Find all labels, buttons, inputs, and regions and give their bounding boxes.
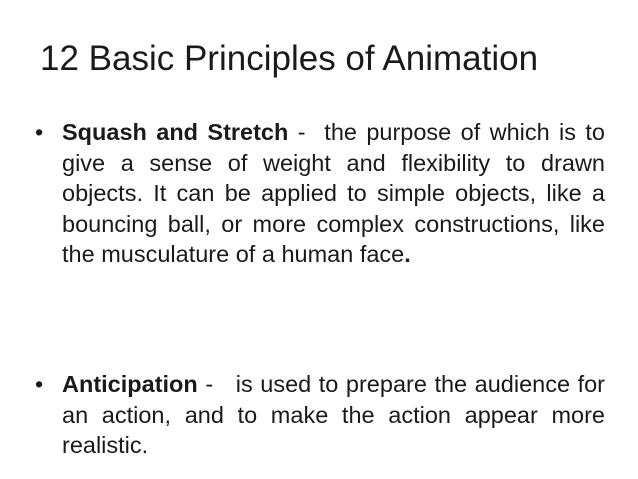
slide-title: 12 Basic Principles of Animation — [40, 39, 539, 78]
bullet-body: the purpose of which is to give a sense of weight and flexibility to drawn objects. It can be applied to simple objects, like a bouncing ball, or more complex constructions, like the musculature of a human face — [62, 119, 605, 267]
bullet-marker: • — [35, 119, 44, 145]
bullet-body: is used to prepare the audience for an action, and to make the action appear more realistic. — [62, 371, 605, 458]
bullet-separator: - — [197, 371, 236, 397]
bullet-end-period: . — [404, 241, 411, 267]
bullet-separator: - — [288, 119, 325, 145]
bullet-term: Squash and Stretch — [62, 119, 289, 145]
bullet-text — [62, 117, 605, 270]
bullet-term: Anticipation — [62, 371, 198, 397]
bullet-item-anticipation — [35, 369, 605, 461]
bullet-marker: • — [35, 371, 44, 397]
bullet-text — [62, 369, 605, 461]
bullet-item-squash-and-stretch — [35, 117, 605, 270]
